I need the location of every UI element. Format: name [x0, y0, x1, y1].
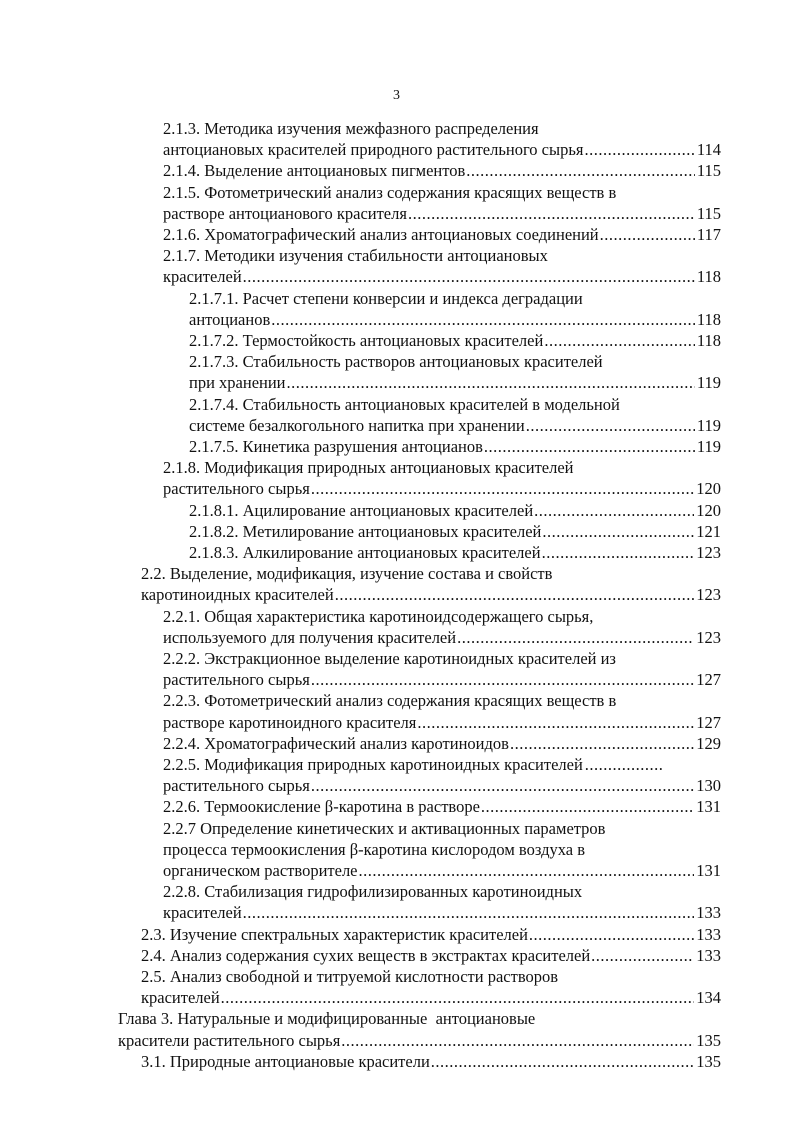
toc-entry-2-2-3 [163, 690, 721, 732]
toc-entry-text: растительного сырья [163, 776, 310, 796]
toc-entry-2-2-5 [163, 754, 721, 796]
toc-page-number: 120 [696, 500, 721, 520]
toc-page-number: 118 [696, 331, 721, 350]
toc-entry-2-2-2 [163, 648, 721, 690]
toc-entry-2-1-7-4 [189, 394, 721, 436]
toc-page-number: 115 [696, 203, 721, 223]
toc-entry-text-part: 2.2.5. Модификация природных каротиноидных красителей [163, 755, 583, 774]
toc-entry-2-4 [141, 945, 721, 966]
dot-leader [271, 309, 695, 330]
dot-leader [359, 860, 695, 881]
dot-leader [534, 500, 694, 521]
toc-page-number: 123 [696, 543, 721, 562]
dot-leader [484, 436, 695, 457]
toc-page-number: 131 [696, 860, 721, 880]
page-number: 3 [393, 88, 400, 103]
toc-entry-text: 2.1.7. Методики изучения стабильности антоциановых [163, 246, 548, 266]
toc-entry-text: 2.1.7.2. Термостойкость антоциановых красителей [189, 331, 544, 350]
toc-entry-2-1-3 [163, 118, 721, 160]
dot-leader [591, 945, 694, 966]
toc-page-number: 135 [696, 1030, 721, 1050]
dot-leader [431, 1051, 694, 1072]
toc-page-number: 133 [696, 903, 721, 923]
toc-entry-text: процесса термоокисления β-каротина кислородом воздуха в [163, 839, 585, 859]
toc-entry-text: антоциановых красителей природного растительного сырья [163, 140, 584, 160]
table-of-contents [0, 118, 793, 1088]
toc-entry-text: антоцианов [189, 309, 271, 329]
toc-entry-text: 2.1.5. Фотометрический анализ содержания красящих веществ в [163, 182, 617, 202]
dot-leader [481, 796, 694, 817]
toc-entry-text: 2.2.3. Фотометрический анализ содержания красящих веществ в [163, 691, 617, 711]
toc-page-number: 135 [696, 1051, 721, 1071]
dot-leader [600, 224, 695, 245]
toc-entry-text: 2.2.4. Хроматографический анализ каротиноидов [163, 733, 509, 753]
toc-page-number: 123 [696, 627, 721, 647]
toc-entry-text: 2.1.4. Выделение антоциановых пигментов [163, 161, 466, 181]
toc-entry-text: Глава 3. Натуральные и модифицированные антоциановые [118, 1009, 536, 1029]
toc-entry-text: 2.4. Анализ содержания сухих веществ в экстрактах красителей [141, 945, 591, 965]
toc-entry-3-1 [141, 1051, 721, 1072]
toc-entry-2-1-5 [163, 182, 721, 224]
toc-page-number: 127 [696, 670, 721, 690]
toc-entry-text: каротиноидных красителей [141, 585, 334, 605]
dot-leader [287, 372, 695, 393]
toc-entry-chapter-3 [118, 1008, 721, 1050]
toc-entry-2-2-7 [163, 818, 721, 882]
toc-entry-2-2-8 [163, 881, 721, 923]
toc-page-number: 131 [696, 797, 721, 817]
toc-entry-text: системе безалкогольного напитка при хранении [189, 415, 525, 435]
dot-leader [243, 266, 695, 287]
toc-entry-text [163, 754, 721, 775]
toc-entry-text: 2.1.8.1. Ацилирование антоциановых красителей [189, 500, 534, 520]
toc-page-number: 119 [696, 437, 721, 456]
dot-leader [311, 775, 694, 796]
dot-leader [544, 330, 695, 351]
toc-entry-text: 2.2.7 Определение кинетических и активационных параметров [163, 818, 606, 838]
dot-leader [341, 1030, 694, 1051]
toc-page-number: 127 [696, 712, 721, 732]
toc-page-number: 121 [696, 521, 721, 541]
toc-entry-text: растительного сырья [163, 479, 310, 499]
dot-leader [529, 924, 694, 945]
toc-entry-2-1-7 [163, 245, 721, 287]
toc-entry-2-2 [141, 563, 721, 605]
dot-leader [466, 160, 695, 181]
toc-page-number: 118 [696, 309, 721, 329]
dot-leader [417, 712, 694, 733]
toc-entry-2-1-7-3 [189, 351, 721, 393]
toc-entry-text: 2.1.8.3. Алкилирование антоциановых красителей [189, 543, 541, 562]
toc-entry-text: 2.2.1. Общая характеристика каротиноидсодержащего сырья, [163, 606, 594, 626]
dot-leader [311, 669, 694, 690]
toc-entry-text: 2.2.6. Термоокисление β-каротина в растворе [163, 797, 480, 817]
toc-page-number: 133 [696, 945, 721, 965]
toc-page-number: 133 [696, 924, 721, 944]
toc-page-number: 134 [696, 988, 721, 1008]
toc-entry-2-1-8 [163, 457, 721, 499]
toc-entry-text: растворе каротиноидного красителя [163, 712, 417, 732]
toc-entry-text: красителей [163, 903, 242, 923]
toc-entry-text: красителей [141, 988, 220, 1008]
toc-entry-text: 2.1.7.4. Стабильность антоциановых красителей в модельной [189, 394, 620, 414]
dot-leader [585, 754, 663, 775]
toc-entry-2-1-8-2 [189, 521, 721, 542]
toc-page-number: 114 [696, 140, 721, 160]
toc-entry-text: 2.5. Анализ свободной и титруемой кислотности растворов [141, 967, 559, 986]
dot-leader [457, 627, 694, 648]
toc-entry-text: 3.1. Природные антоциановые красители [141, 1051, 430, 1071]
toc-entry-text: используемого для получения красителей [163, 627, 457, 647]
dot-leader [243, 902, 695, 923]
toc-entry-text: 2.2.2. Экстракционное выделение каротиноидных красителей из [163, 649, 616, 668]
toc-page-number: 119 [696, 373, 721, 393]
toc-page-number: 130 [696, 776, 721, 796]
toc-entry-2-1-7-2 [189, 330, 721, 351]
toc-entry-text: растительного сырья [163, 670, 310, 690]
toc-entry-2-2-6 [163, 796, 721, 817]
toc-entry-2-1-6 [163, 224, 721, 245]
toc-entry-2-5 [141, 966, 721, 1008]
toc-entry-2-1-7-1 [189, 288, 721, 330]
toc-entry-2-2-4 [163, 733, 721, 754]
toc-entry-text: 2.2.8. Стабилизация гидрофилизированных каротиноидных [163, 882, 583, 902]
toc-entry-2-1-8-1 [189, 500, 721, 521]
toc-entry-2-1-7-5 [189, 436, 721, 457]
dot-leader [221, 987, 695, 1008]
toc-entry-text: 2.1.3. Методика изучения межфазного распределения [163, 119, 539, 138]
toc-entry-text: 2.1.7.1. Расчет степени конверсии и индекса деградации [189, 288, 583, 308]
dot-leader [542, 542, 695, 563]
toc-page-number: 118 [696, 267, 721, 287]
dot-leader [408, 203, 695, 224]
toc-entry-text: 2.1.7.5. Кинетика разрушения антоцианов [189, 437, 483, 456]
dot-leader [510, 733, 694, 754]
toc-entry-text: 2.1.7.3. Стабильность растворов антоциановых красителей [189, 352, 603, 372]
toc-page-number: 120 [696, 479, 721, 499]
toc-entry-text: 2.1.8.2. Метилирование антоциановых красителей [189, 521, 542, 541]
dot-leader [311, 478, 694, 499]
toc-entry-text: красителей [163, 267, 242, 287]
toc-page-number: 115 [696, 161, 721, 181]
dot-leader [526, 415, 695, 436]
toc-entry-text: 2.1.6. Хроматографический анализ антоциановых соединений [163, 225, 599, 244]
dot-leader [335, 584, 695, 605]
toc-entry-text: красители растительного сырья [118, 1030, 341, 1050]
toc-page-number: 119 [696, 415, 721, 435]
toc-entry-2-1-8-3 [189, 542, 721, 563]
toc-entry-text: растворе антоцианового красителя [163, 203, 407, 223]
toc-entry-text: 2.1.8. Модификация природных антоциановых красителей [163, 458, 574, 478]
dot-leader [584, 139, 694, 160]
toc-page-number: 117 [696, 225, 721, 244]
toc-page-number: 129 [696, 733, 721, 753]
toc-entry-text: 2.3. Изучение спектральных характеристик красителей [141, 924, 528, 944]
toc-entry-text: органическом растворителе [163, 860, 358, 880]
toc-entry-text: при хранении [189, 373, 286, 393]
toc-page-number: 123 [696, 585, 721, 605]
toc-entry-2-2-1 [163, 606, 721, 648]
toc-entry-text: 2.2. Выделение, модификация, изучение состава и свойств [141, 564, 553, 584]
toc-entry-2-3 [141, 924, 721, 945]
dot-leader [542, 521, 694, 542]
toc-entry-2-1-4 [163, 160, 721, 181]
